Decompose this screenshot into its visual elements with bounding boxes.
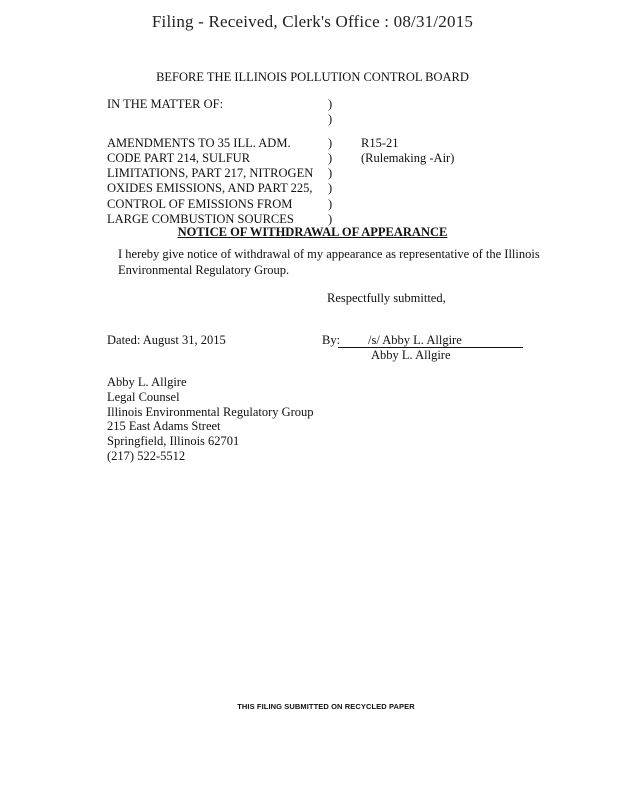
caption-row [107,181,567,196]
caption-row [107,97,567,112]
caption-paren: ) [328,150,333,165]
caption-row [107,166,567,181]
filing-stamp: Filing - Received, Clerk's Office : 08/31/2015 [151,12,474,31]
caption-line: LIMITATIONS, PART 217, NITROGEN [107,166,314,181]
signer-name: Abby L. Allgire [371,348,451,362]
caption-row [107,136,567,151]
caption-line: CODE PART 214, SULFUR [107,150,251,165]
recycled-paper-footer: THIS FILING SUBMITTED ON RECYCLED PAPER [237,702,415,711]
docket-number: R15-21 [361,135,399,150]
signature-by-label: By: [322,333,341,347]
caption-row [107,112,567,127]
docket-type: (Rulemaking -Air) [361,150,455,165]
closing: Respectfully submitted, [327,291,446,305]
address-line: Illinois Environmental Regulatory Group [107,404,314,419]
address-line: Legal Counsel [107,389,180,404]
address-line: Springfield, Illinois 62701 [107,434,240,449]
address-block [107,375,314,464]
caption-paren: ) [328,166,333,181]
address-line: Abby L. Allgire [107,375,187,389]
caption-line: LARGE COMBUSTION SOURCES [107,212,294,227]
caption-paren: ) [328,181,333,196]
electronic-signature: /s/ Abby L. Allgire [368,333,462,347]
caption-paren: ) [328,196,333,211]
caption-line: CONTROL OF EMISSIONS FROM [107,196,293,211]
caption-paren: ) [328,135,333,150]
notice-body: I hereby give notice of withdrawal of my appearance as representative of the Illinois Environmental Regulatory Group. [118,247,540,277]
caption-paren: ) [328,112,333,127]
address-line: 215 East Adams Street [107,419,221,434]
caption-line: AMENDMENTS TO 35 ILL. ADM. [107,135,291,150]
in-the-matter-of: IN THE MATTER OF: [107,97,224,111]
notice-title: NOTICE OF WITHDRAWAL OF APPEARANCE [177,225,448,239]
caption-line: OXIDES EMISSIONS, AND PART 225, [107,181,313,196]
board-heading: BEFORE THE ILLINOIS POLLUTION CONTROL BOARD [156,70,469,84]
case-caption [107,97,567,227]
address-line: (217) 522-5512 [107,448,186,463]
caption-paren: ) [328,212,333,227]
caption-paren: ) [328,97,333,111]
dated-line: Dated: August 31, 2015 [107,333,226,347]
caption-row [107,151,567,166]
caption-row [107,197,567,212]
